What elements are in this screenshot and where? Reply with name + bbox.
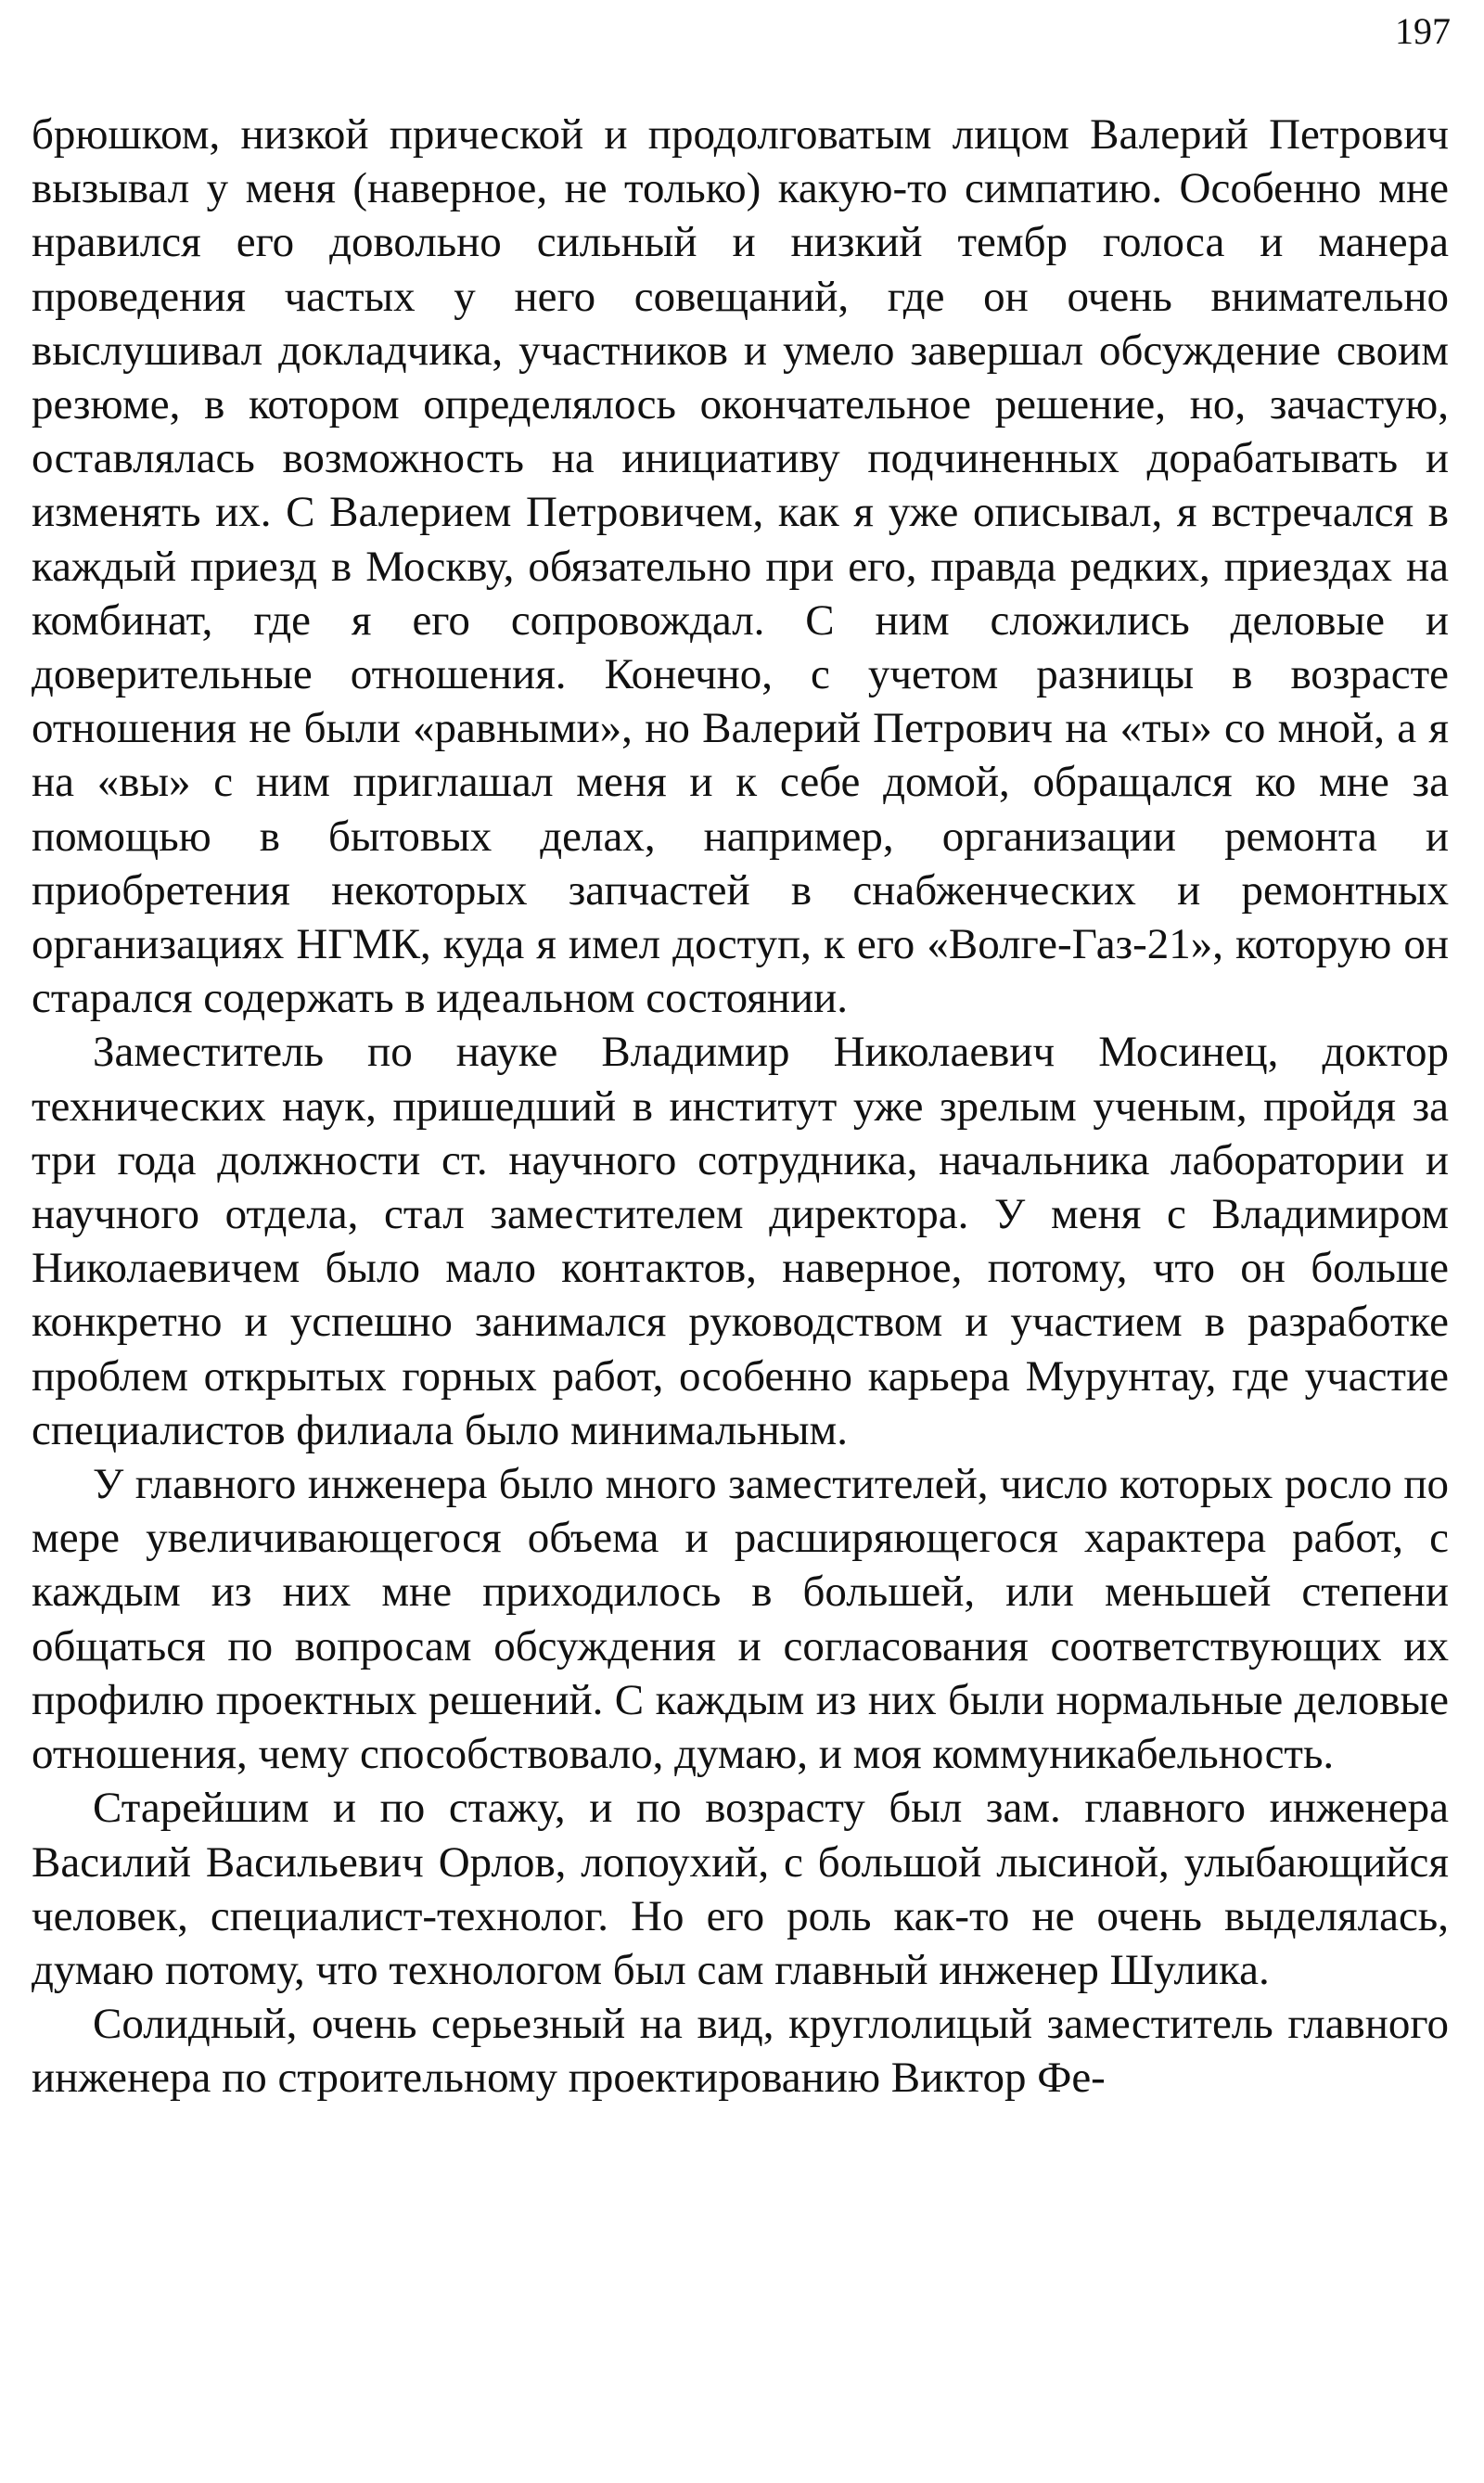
- paragraph-orlov: Старейшим и по стажу, и по возрасту был зам. главного инженера Василий Васильевич Орлов, лопоухий, с большой лысиной, улыбающийся человек, специалист-технолог. Но его роль как-то не очень выделялась, думаю потому, что технологом был сам главный инженер Шулика.: [32, 1784, 1449, 1994]
- paragraph-deputies: У главного инженера было много заместителей, число которых росло по мере увеличивающегося объема и расширяющегося характера работ, с каждым из них мне приходилось в большей, или меньшей степени общаться по вопросам обсуждения и согласования соответствующих их профилю проектных решений. С каждым из них были нормальные деловые отношения, чему способствовало, думаю, и моя коммуникабельность.: [32, 1460, 1449, 1779]
- page-number: 197: [1395, 10, 1451, 52]
- paragraph-construction-deputy: Солидный, очень серьезный на вид, круглолицый заместитель главного инженера по строительному проектированию Виктор Фе-: [32, 2000, 1449, 2103]
- paragraph-mosinets: Заместитель по науке Владимир Николаевич Мосинец, доктор технических наук, пришедший в институт уже зрелым ученым, пройдя за три года должности ст. научного сотрудника, начальника лаборатории и научного отдела, стал заместителем директора. У меня с Владимиром Николаевичем было мало контактов, наверное, потому, что он больше конкретно и успешно занимался руководством и участием в разработке проблем открытых горных работ, особенно карьера Мурунтау, где участие специалистов филиала было минимальным.: [32, 1028, 1449, 1454]
- paragraph-continuation: брюшком, низкой прической и продолговатым лицом Валерий Петрович вызывал у меня (наверное, не только) какую-то симпатию. Особенно мне нравился его довольно сильный и низкий тембр голоса и манера проведения частых у него совещаний, где он очень внимательно выслушивал докладчика, участников и умело завершал обсуждение своим резюме, в котором определялось окончательное решение, но, зачастую, оставлялась возможность на инициативу подчиненных дорабатывать и изменять их. С Валерием Петровичем, как я уже описывал, я встречался в каждый приезд в Москву, обязательно при его, правда редких, приездах на комбинат, где я его сопровождал. С ним сложились деловые и доверительные отношения. Конечно, с учетом разницы в возрасте отношения не были «равными», но Валерий Петрович на «ты» со мной, а я на «вы» с ним приглашал меня и к себе домой, обращался ко мне за помощью в бытовых делах, например, организации ремонта и приобретения некоторых запчастей в снабженческих и ремонтных организациях НГМК, куда я имел доступ, к его «Волге-Газ-21», которую он старался содержать в идеальном состоянии.: [32, 110, 1449, 1023]
- text-body: [32, 108, 1449, 2105]
